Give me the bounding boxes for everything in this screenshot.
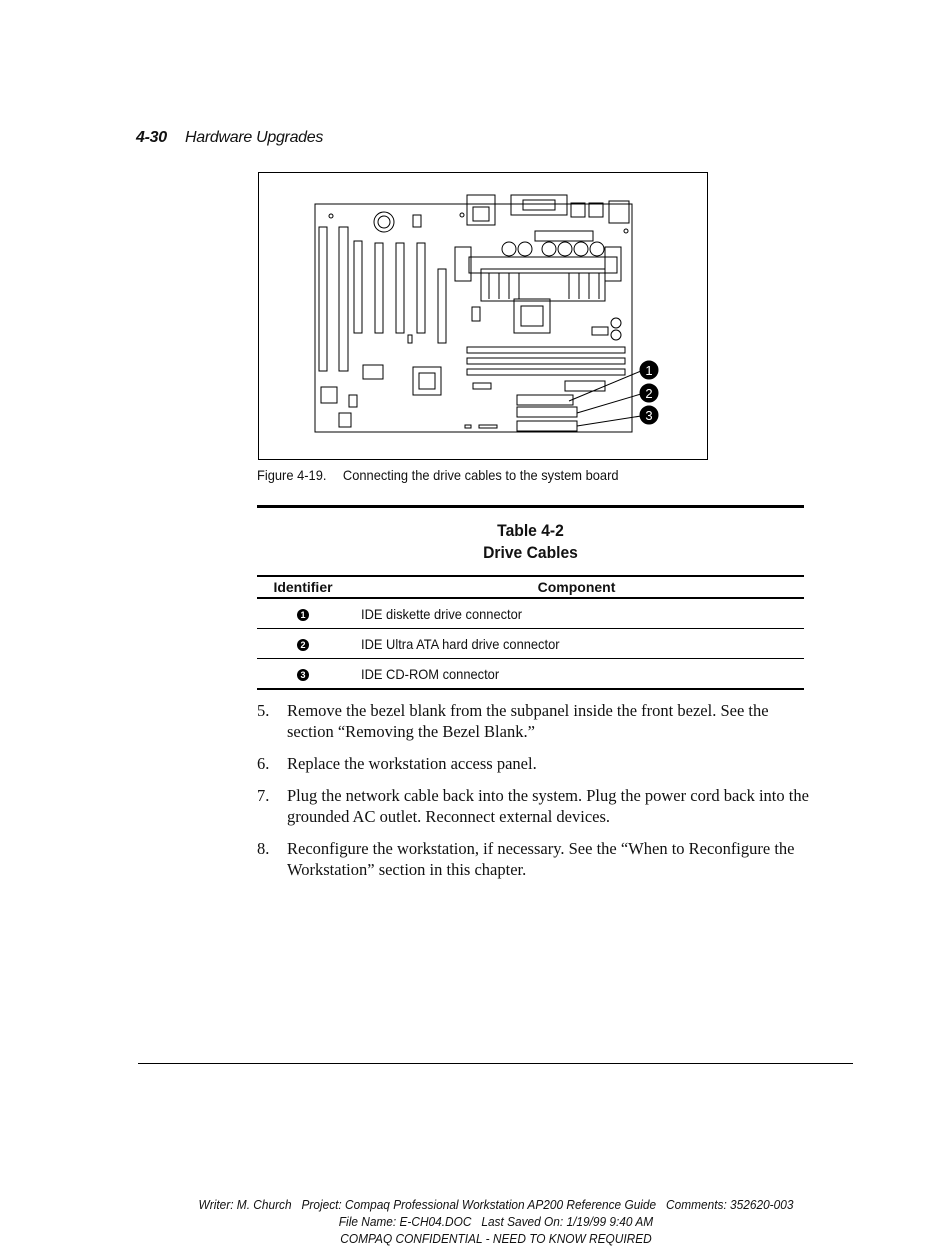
battery [374, 212, 394, 232]
drive-cables-table [257, 505, 804, 690]
ide-primary-connector [517, 407, 577, 417]
identifier-marker: 1 [297, 609, 309, 621]
step-number: 6. [257, 754, 270, 773]
board-outline [315, 204, 632, 432]
list-item [257, 785, 817, 827]
ide-secondary-connector [517, 421, 577, 431]
table-title: Table 4-2 [497, 521, 564, 540]
callout-3 [640, 406, 658, 424]
step-number: 8. [257, 839, 270, 858]
component-name: IDE Ultra ATA hard drive connector [361, 635, 560, 652]
table-subtitle: Drive Cables [483, 543, 578, 562]
section-title: Hardware Upgrades [184, 129, 324, 146]
cpu-retention-bracket [469, 257, 617, 273]
cpu-heatsink [481, 269, 605, 301]
column-header-identifier: Identifier [257, 576, 349, 598]
system-board-diagram [259, 173, 709, 461]
footer-writer-line: Writer: M. Church Project: Compaq Professional Workstation AP200 Reference Guide Comments: 352620-003 [198, 1198, 794, 1212]
table [257, 575, 804, 690]
io-controller [413, 367, 441, 395]
procedure-steps [257, 700, 817, 891]
figure-caption [257, 467, 619, 483]
step-text: Reconfigure the workstation, if necessary. See the “When to Reconfigure the Workstation” section in this chapter. [287, 839, 795, 879]
figure-caption-text: Connecting the drive cables to the system board [342, 467, 619, 483]
component-name: IDE CD-ROM connector [361, 665, 500, 682]
pci-slot-3 [396, 243, 404, 333]
pci-slot-2 [375, 243, 383, 333]
figure-system-board [258, 172, 708, 460]
list-item [257, 753, 817, 774]
table-row [257, 659, 804, 690]
pci-slot-1 [354, 241, 362, 333]
list-item [257, 700, 817, 742]
callout-2 [640, 384, 658, 402]
pci-slot-4 [417, 243, 425, 333]
identifier-marker: 3 [297, 669, 309, 681]
table-row [257, 598, 804, 629]
identifier-marker: 2 [297, 639, 309, 651]
dimm-socket-2 [467, 358, 625, 364]
step-text: Replace the workstation access panel. [287, 754, 537, 773]
chipset [514, 299, 550, 333]
step-text: Plug the network cable back into the system. Plug the power cord back into the grounded AC outlet. Reconnect external devices. [287, 786, 809, 826]
floppy-connector [517, 395, 573, 405]
io-parallel-connector [511, 195, 567, 215]
page-header [136, 129, 323, 147]
figure-number: Figure 4-19. [257, 467, 327, 483]
svg-text:1: 1 [645, 363, 653, 378]
callout-1 [640, 361, 658, 379]
dimm-socket-1 [467, 347, 625, 353]
step-number: 5. [257, 701, 270, 720]
footer-confidential-line: COMPAQ CONFIDENTIAL - NEED TO KNOW REQUIRED [340, 1232, 652, 1246]
list-item [257, 838, 817, 880]
power-connector [565, 381, 605, 391]
svg-text:3: 3 [645, 408, 653, 423]
dimm-socket-3 [467, 369, 625, 375]
page-footer [25, 1197, 950, 1248]
component-name: IDE diskette drive connector [361, 605, 523, 622]
svg-text:2: 2 [645, 386, 653, 401]
agp-slot [438, 269, 446, 343]
isa-slot-2 [339, 227, 348, 371]
footer-file-line: File Name: E-CH04.DOC Last Saved On: 1/19/99 9:40 AM [338, 1215, 654, 1229]
footer-rule [138, 1063, 853, 1064]
column-header-component: Component [349, 576, 804, 598]
table-top-rule [257, 505, 804, 508]
isa-slot-1 [319, 227, 327, 371]
step-number: 7. [257, 786, 270, 805]
step-text: Remove the bezel blank from the subpanel inside the front bezel. See the section “Removing the Bezel Blank.” [287, 701, 769, 741]
table-row [257, 629, 804, 659]
page-number: 4-30 [136, 129, 167, 146]
